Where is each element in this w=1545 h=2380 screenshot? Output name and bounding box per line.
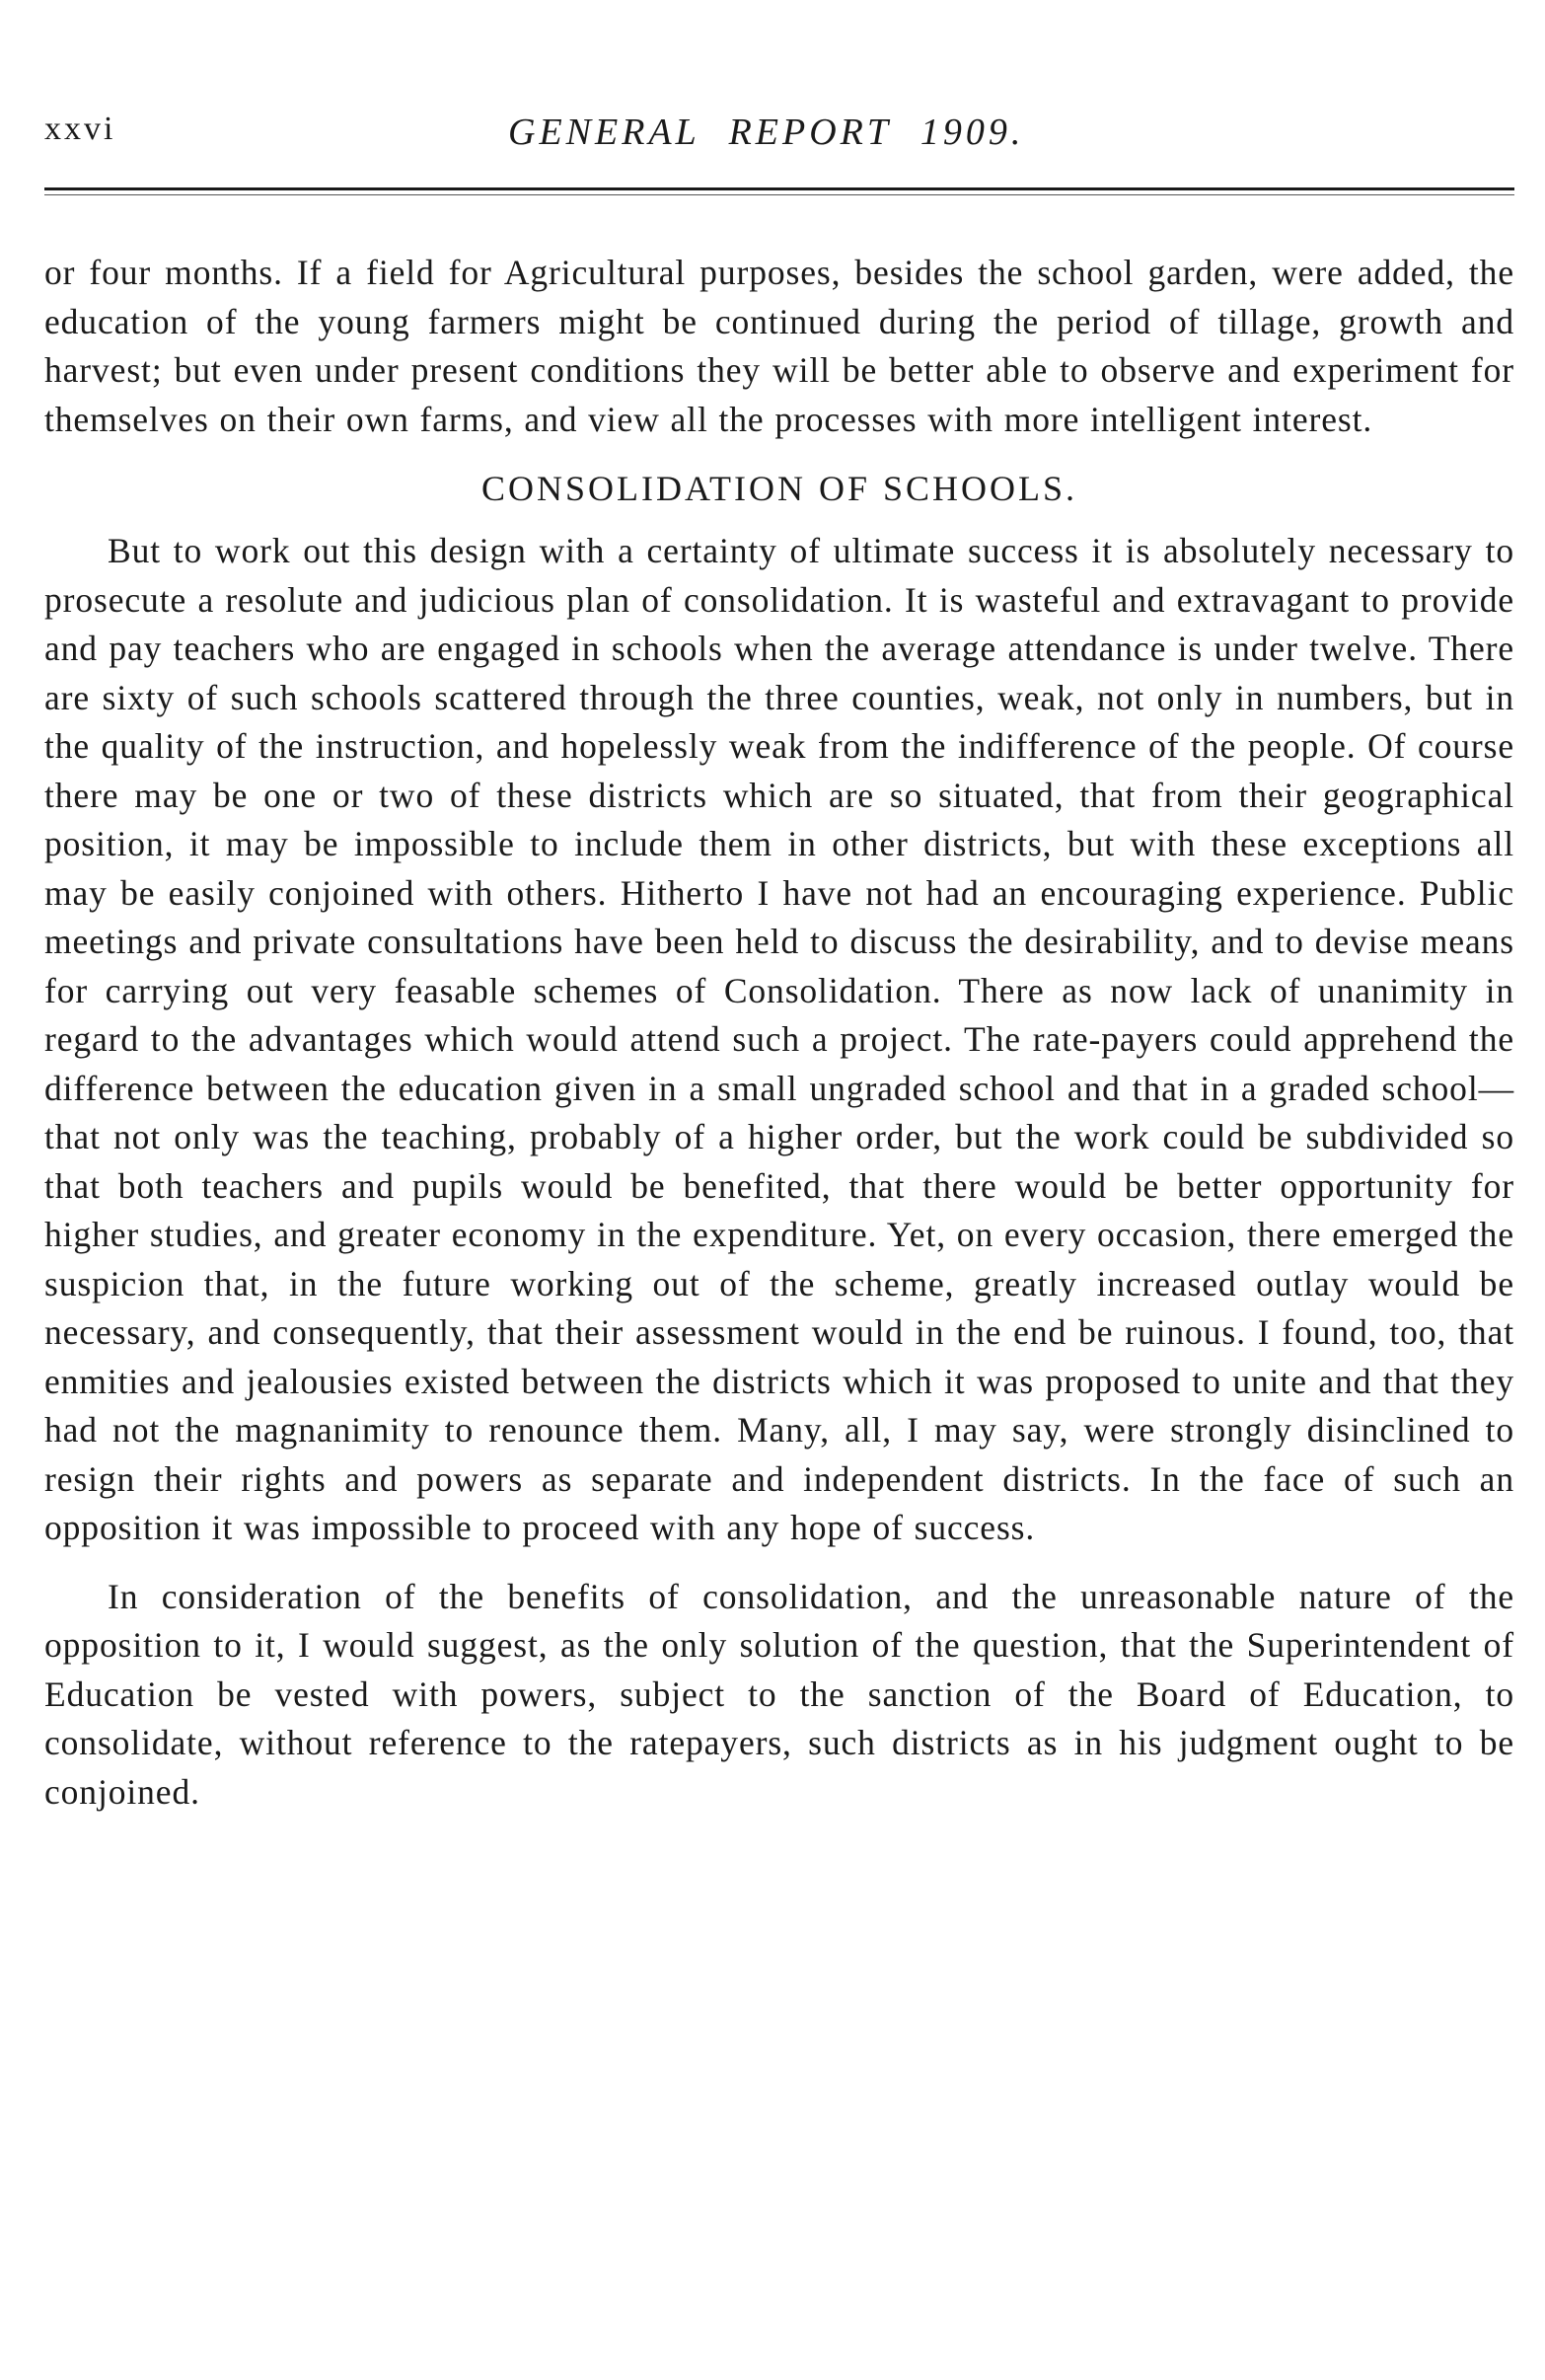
running-head: [44, 111, 1514, 170]
paragraph-consolidation: But to work out this design with a certainty of ultimate success it is absolutely necessary to prosecute a resolute and judicious plan of consolidation. It is wasteful and extravagant to provide and pay teachers who are engaged in schools when the average attendance is under twelve. There are sixty of such schools scattered through the three counties, weak, not only in numbers, but in the quality of the instruction, and hopelessly weak from the indifference of the people. Of course there may be one or two of these districts which are so situated, that from their geographical position, it may be impossible to include them in other districts, but with these exceptions all may be easily conjoined with others. Hitherto I have not had an encouraging experience. Public meetings and private consultations have been held to discuss the desirability, and to devise means for carrying out very feasable schemes of Consolidation. There as now lack of unanimity in regard to the advantages which would attend such a project. The rate-payers could apprehend the difference between the education given in a small ungraded school and that in a graded school—that not only was the teaching, probably of a higher order, but the work could be subdivided so that both teachers and pupils would be benefited, that there would be better opportunity for higher studies, and greater economy in the expenditure. Yet, on every occasion, there emerged the suspicion that, in the future working out of the scheme, greatly increased outlay would be necessary, and consequently, that their assessment would in the end be ruinous. I found, too, that enmities and jealousies existed between the districts which it was proposed to unite and that they had not the magnanimity to renounce them. Many, all, I may say, were strongly disinclined to resign their rights and powers as separate and independent districts. In the face of such an opposition it was impossible to proceed with any hope of success.: [44, 531, 1514, 1547]
page-folio: xxvi: [44, 111, 116, 147]
section-heading: CONSOLIDATION OF SCHOOLS.: [480, 469, 1078, 508]
paragraph-suggestion: In consideration of the benefits of consolidation, and the unreasonable nature of the opposition to it, I would suggest, as the only solution of the question, that the Superintendent of Education be vested with powers, subject to the sanction of the Board of Education, to consolidate, without reference to the ratepayers, such districts as in his judgment ought to be conjoined.: [44, 1576, 1514, 1812]
header-rule: [44, 187, 1514, 190]
page-body: [44, 249, 1514, 1817]
header-rule-thin: [44, 194, 1514, 195]
paragraph-continued: or four months. If a field for Agricultural purposes, besides the school garden, were added, the education of the young farmers might be continued during the period of tillage, growth and harvest; but even under present conditions they will be better able to observe and experiment for themselves on their own farms, and view all the processes with more intelligent interest.: [44, 253, 1514, 439]
running-title: GENERAL REPORT 1909.: [508, 112, 1025, 153]
